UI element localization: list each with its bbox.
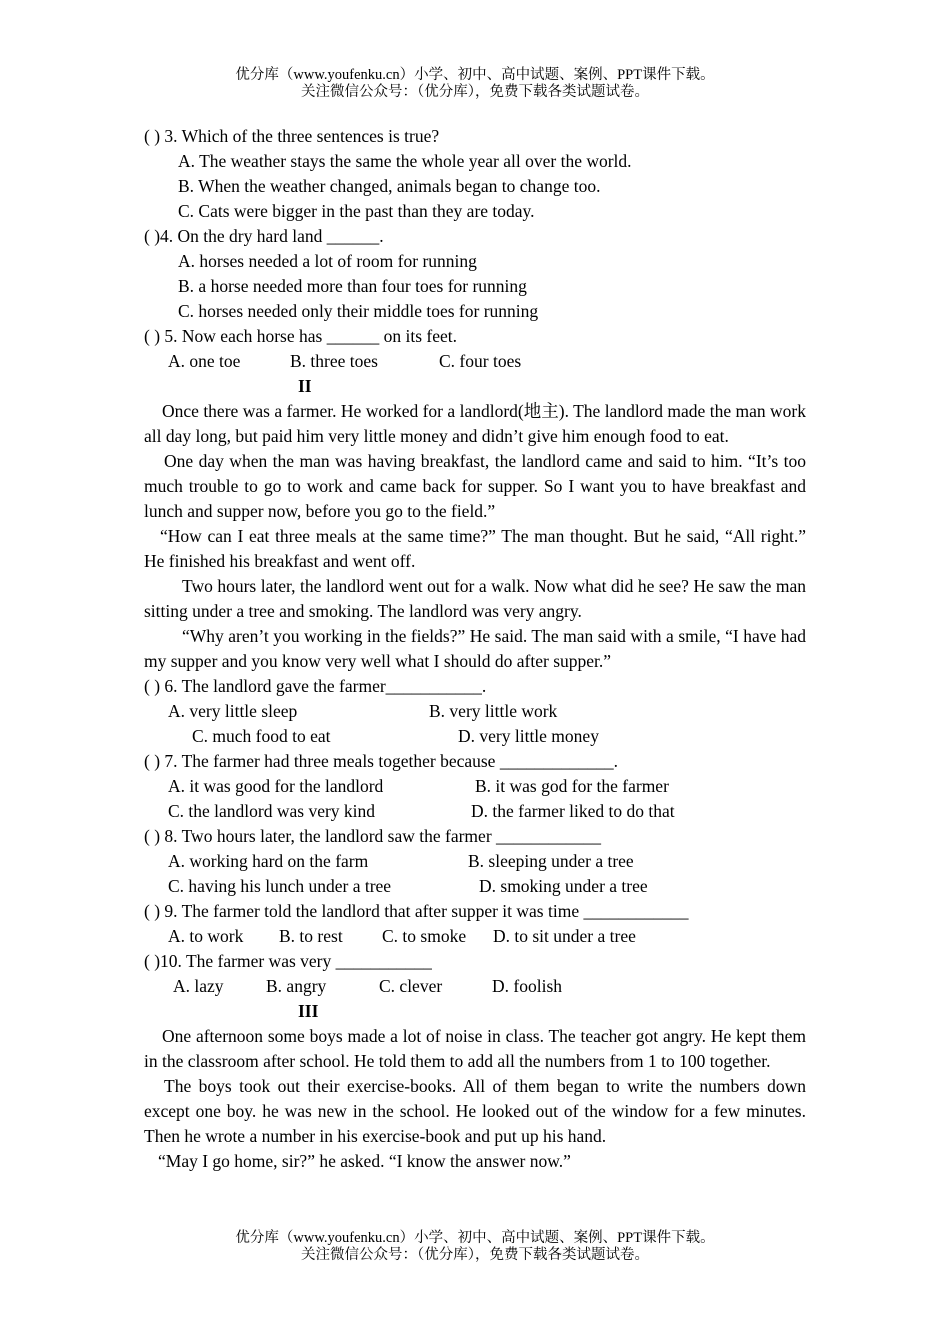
- q7-options-row-2: [144, 799, 806, 824]
- q3-option-b: B. When the weather changed, animals began to change too.: [178, 176, 601, 196]
- q6-option-a: A. very little sleep: [168, 701, 298, 721]
- q10-option-c: C. clever: [379, 976, 443, 996]
- section-3-paragraph-3: “May I go home, sir?” he asked. “I know the answer now.”: [158, 1151, 571, 1171]
- q6-option-d: D. very little money: [458, 726, 599, 746]
- header-line-1: 优分库（www.youfenku.cn）小学、初中、高中试题、案例、PPT课件下载。: [235, 67, 715, 83]
- q7-stem: ( ) 7. The farmer had three meals together because _____________.: [144, 751, 618, 771]
- q8-options-row-1: [144, 849, 806, 874]
- q4-option-a: A. horses needed a lot of room for running: [178, 251, 477, 271]
- q10-options: [144, 974, 806, 999]
- q8-stem: ( ) 8. Two hours later, the landlord saw the farmer ____________: [144, 826, 602, 846]
- q3-option-c: C. Cats were bigger in the past than they are today.: [178, 201, 535, 221]
- section-2-paragraph-2: One day when the man was having breakfast, the landlord came and said to him. “It’s too much trouble to go to work and came back for supper. So I want you to have breakfast and lunch and supper now, before you go to the field.”: [144, 451, 806, 521]
- footer-line-2: 关注微信公众号：（优分库），免费下载各类试题试卷。: [301, 1247, 649, 1263]
- section-3-passage: [144, 1024, 806, 1174]
- section-2-paragraph-1: Once there was a farmer. He worked for a landlord(地主). The landlord made the man work all day long, but paid him very little money and didn’t give him enough food to eat.: [144, 401, 806, 446]
- q3-stem: ( ) 3. Which of the three sentences is true?: [144, 126, 440, 146]
- q9-option-a: A. to work: [168, 926, 244, 946]
- q8-option-b: B. sleeping under a tree: [468, 851, 634, 871]
- q8-option-a: A. working hard on the farm: [168, 851, 369, 871]
- q6-options-row-2: [144, 724, 806, 749]
- q7-option-a: A. it was good for the landlord: [168, 776, 384, 796]
- q9-options: [144, 924, 806, 949]
- section-2-title: II: [298, 376, 312, 396]
- q6-option-c: C. much food to eat: [192, 726, 331, 746]
- worksheet-body: [144, 124, 806, 1174]
- q9-option-b: B. to rest: [279, 926, 343, 946]
- q6-options-row-1: [144, 699, 806, 724]
- q9-option-d: D. to sit under a tree: [493, 926, 636, 946]
- section-3-title: III: [298, 1001, 319, 1021]
- q7-option-b: B. it was god for the farmer: [475, 776, 669, 796]
- footer-line-1: 优分库（www.youfenku.cn）小学、初中、高中试题、案例、PPT课件下载。: [235, 1230, 715, 1246]
- header-line-2: 关注微信公众号：（优分库），免费下载各类试题试卷。: [301, 84, 649, 100]
- q4-stem: ( )4. On the dry hard land ______.: [144, 226, 384, 246]
- q3-option-a: A. The weather stays the same the whole year all over the world.: [178, 151, 632, 171]
- q10-stem: ( )10. The farmer was very ___________: [144, 951, 432, 971]
- q6-stem: ( ) 6. The landlord gave the farmer___________.: [144, 676, 487, 696]
- q5-option-c: C. four toes: [439, 351, 522, 371]
- q5-option-b: B. three toes: [290, 351, 378, 371]
- section-3-paragraph-2: The boys took out their exercise-books. All of them began to write the numbers down except one boy. he was new in the school. He looked out of the window for a few minutes. Then he wrote a number in his exercise-book and put up his hand.: [144, 1076, 806, 1146]
- q4-option-c: C. horses needed only their middle toes for running: [178, 301, 539, 321]
- q9-stem: ( ) 9. The farmer told the landlord that after supper it was time ____________: [144, 901, 689, 921]
- section-3-paragraph-1: One afternoon some boys made a lot of noise in class. The teacher got angry. He kept them in the classroom after school. He told them to add all the numbers from 1 to 100 together.: [144, 1026, 806, 1071]
- q5-stem: ( ) 5. Now each horse has ______ on its feet.: [144, 326, 457, 346]
- q9-option-c: C. to smoke: [382, 926, 467, 946]
- q7-options-row-1: [144, 774, 806, 799]
- q10-option-d: D. foolish: [492, 976, 562, 996]
- q6-option-b: B. very little work: [429, 701, 558, 721]
- q8-options-row-2: [144, 874, 806, 899]
- page-footer: [0, 1230, 950, 1264]
- q10-option-a: A. lazy: [173, 976, 224, 996]
- section-2-paragraph-5: “Why aren’t you working in the fields?” He said. The man said with a smile, “I have had my supper and you know very well what I should do after supper.”: [144, 626, 806, 671]
- q10-option-b: B. angry: [266, 976, 327, 996]
- q4-option-b: B. a horse needed more than four toes for running: [178, 276, 527, 296]
- q8-option-c: C. having his lunch under a tree: [168, 876, 392, 896]
- q8-option-d: D. smoking under a tree: [479, 876, 648, 896]
- section-2-paragraph-3: “How can I eat three meals at the same time?” The man thought. But he said, “All right.” He finished his breakfast and went off.: [144, 526, 806, 571]
- q5-option-a: A. one toe: [168, 351, 241, 371]
- page-header: [0, 67, 950, 101]
- section-2-paragraph-4: Two hours later, the landlord went out for a walk. Now what did he see? He saw the man sitting under a tree and smoking. The landlord was very angry.: [144, 576, 806, 621]
- q7-option-d: D. the farmer liked to do that: [471, 801, 675, 821]
- section-2-passage: [144, 399, 806, 674]
- q7-option-c: C. the landlord was very kind: [168, 801, 376, 821]
- q5-options: [144, 349, 806, 374]
